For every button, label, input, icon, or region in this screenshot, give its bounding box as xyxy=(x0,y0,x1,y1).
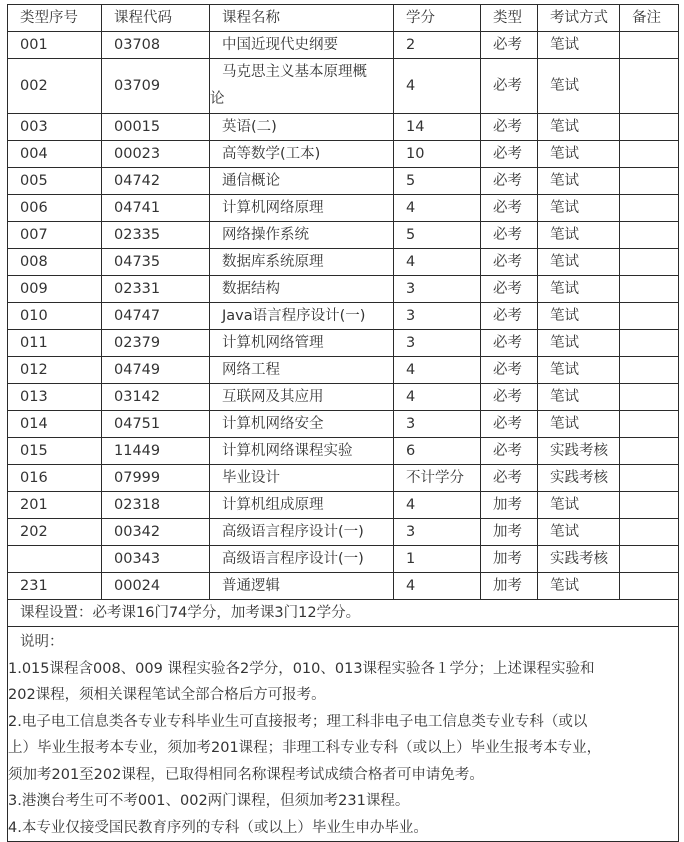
cell-exam: 笔试 xyxy=(538,330,620,357)
table-row xyxy=(8,59,679,114)
cell-type: 必考 xyxy=(481,114,538,141)
cell-note xyxy=(620,384,679,411)
cell-note xyxy=(620,141,679,168)
cell-credit: 4 xyxy=(394,249,481,276)
cell-name: 中国近现代史纲要 xyxy=(210,32,394,59)
cell-type: 必考 xyxy=(481,357,538,384)
cell-name-line2: 论 xyxy=(210,91,225,107)
cell-code: 02331 xyxy=(102,276,210,303)
cell-name: 网络操作系统 xyxy=(210,222,394,249)
cell-credit: 1 xyxy=(394,546,481,573)
cell-note xyxy=(620,195,679,222)
cell-name: 普通逻辑 xyxy=(210,573,394,600)
cell-type: 必考 xyxy=(481,330,538,357)
cell-code: 02379 xyxy=(102,330,210,357)
cell-code: 11449 xyxy=(102,438,210,465)
cell-type: 必考 xyxy=(481,384,538,411)
cell-exam: 笔试 xyxy=(538,573,620,600)
cell-code: 04735 xyxy=(102,249,210,276)
table-row xyxy=(8,276,679,303)
table-row xyxy=(8,465,679,492)
cell-credit: 4 xyxy=(394,357,481,384)
table-row xyxy=(8,519,679,546)
cell-code: 00024 xyxy=(102,573,210,600)
table-header-row xyxy=(8,5,679,32)
table-row xyxy=(8,546,679,573)
cell-credit: 5 xyxy=(394,168,481,195)
table-row xyxy=(8,492,679,519)
cell-type: 必考 xyxy=(481,411,538,438)
cell-note xyxy=(620,249,679,276)
cell-seq: 016 xyxy=(8,465,102,492)
course-table xyxy=(7,4,679,842)
cell-credit: 4 xyxy=(394,195,481,222)
cell-exam: 笔试 xyxy=(538,195,620,222)
cell-name: 计算机网络课程实验 xyxy=(210,438,394,465)
cell-note xyxy=(620,438,679,465)
cell-name xyxy=(210,59,394,114)
cell-code: 03142 xyxy=(102,384,210,411)
cell-code: 04741 xyxy=(102,195,210,222)
table-row xyxy=(8,141,679,168)
cell-name: 数据结构 xyxy=(210,276,394,303)
cell-note xyxy=(620,411,679,438)
cell-note xyxy=(620,168,679,195)
cell-name: 计算机组成原理 xyxy=(210,492,394,519)
cell-code: 00023 xyxy=(102,141,210,168)
cell-name: Java语言程序设计(一) xyxy=(210,303,394,330)
cell-type: 加考 xyxy=(481,519,538,546)
notes-line: 4.本专业仅接受国民教育序列的专科（或以上）毕业生申办毕业。 xyxy=(8,819,428,836)
cell-exam: 笔试 xyxy=(538,519,620,546)
cell-exam: 笔试 xyxy=(538,222,620,249)
cell-type: 必考 xyxy=(481,195,538,222)
cell-exam: 笔试 xyxy=(538,411,620,438)
header-exam: 考试方式 xyxy=(538,5,620,32)
cell-name: 数据库系统原理 xyxy=(210,249,394,276)
cell-credit: 4 xyxy=(394,384,481,411)
cell-code: 02335 xyxy=(102,222,210,249)
cell-credit: 3 xyxy=(394,411,481,438)
cell-type: 必考 xyxy=(481,32,538,59)
cell-name: 计算机网络管理 xyxy=(210,330,394,357)
cell-seq: 010 xyxy=(8,303,102,330)
table-row xyxy=(8,222,679,249)
cell-credit: 4 xyxy=(394,573,481,600)
cell-seq: 231 xyxy=(8,573,102,600)
cell-seq: 013 xyxy=(8,384,102,411)
cell-credit: 3 xyxy=(394,330,481,357)
cell-note xyxy=(620,330,679,357)
notes-row xyxy=(8,627,679,842)
course-summary: 课程设置：必考课16门74学分，加考课3门12学分。 xyxy=(8,600,679,627)
notes-line: 1.015课程含008、009 课程实验各2学分，010、013课程实验各１学分；上述课程实验和 xyxy=(8,660,595,677)
cell-code: 00343 xyxy=(102,546,210,573)
cell-type: 必考 xyxy=(481,465,538,492)
cell-code: 03709 xyxy=(102,59,210,114)
cell-exam: 笔试 xyxy=(538,492,620,519)
cell-name: 通信概论 xyxy=(210,168,394,195)
cell-note xyxy=(620,222,679,249)
cell-seq: 011 xyxy=(8,330,102,357)
notes-line: 202课程，须相关课程笔试全部合格后方可报考。 xyxy=(8,687,326,703)
cell-type: 加考 xyxy=(481,546,538,573)
cell-exam: 笔试 xyxy=(538,168,620,195)
cell-name: 计算机网络安全 xyxy=(210,411,394,438)
cell-type: 加考 xyxy=(481,573,538,600)
cell-exam: 笔试 xyxy=(538,303,620,330)
cell-credit: 6 xyxy=(394,438,481,465)
cell-type: 必考 xyxy=(481,303,538,330)
cell-code: 00342 xyxy=(102,519,210,546)
notes-cell xyxy=(8,627,679,842)
cell-type: 必考 xyxy=(481,249,538,276)
cell-note xyxy=(620,546,679,573)
cell-name: 计算机网络原理 xyxy=(210,195,394,222)
cell-code: 03708 xyxy=(102,32,210,59)
header-type: 类型 xyxy=(481,5,538,32)
cell-seq: 007 xyxy=(8,222,102,249)
cell-note xyxy=(620,32,679,59)
cell-exam: 实践考核 xyxy=(538,546,620,573)
cell-note xyxy=(620,492,679,519)
cell-seq: 003 xyxy=(8,114,102,141)
cell-name: 英语(二) xyxy=(210,114,394,141)
cell-seq: 005 xyxy=(8,168,102,195)
cell-name: 互联网及其应用 xyxy=(210,384,394,411)
cell-type: 加考 xyxy=(481,492,538,519)
cell-code: 02318 xyxy=(102,492,210,519)
cell-exam: 笔试 xyxy=(538,384,620,411)
cell-exam: 笔试 xyxy=(538,249,620,276)
cell-exam: 实践考核 xyxy=(538,465,620,492)
cell-seq: 201 xyxy=(8,492,102,519)
table-row xyxy=(8,330,679,357)
cell-exam: 笔试 xyxy=(538,141,620,168)
cell-note xyxy=(620,114,679,141)
cell-credit: 3 xyxy=(394,303,481,330)
cell-note xyxy=(620,303,679,330)
table-row xyxy=(8,303,679,330)
notes-line: 3.港澳台考生可不考001、002两门课程，但须加考231课程。 xyxy=(8,793,410,809)
cell-name: 高级语言程序设计(一) xyxy=(210,546,394,573)
cell-name: 高级语言程序设计(一) xyxy=(210,519,394,546)
header-seq: 类型序号 xyxy=(8,5,102,32)
header-credit: 学分 xyxy=(394,5,481,32)
table-row xyxy=(8,357,679,384)
header-note: 备注 xyxy=(620,5,679,32)
cell-exam: 笔试 xyxy=(538,114,620,141)
cell-seq: 004 xyxy=(8,141,102,168)
cell-credit: 3 xyxy=(394,276,481,303)
cell-code: 04747 xyxy=(102,303,210,330)
cell-name: 高等数学(工本) xyxy=(210,141,394,168)
cell-code: 00015 xyxy=(102,114,210,141)
cell-note xyxy=(620,357,679,384)
cell-credit: 14 xyxy=(394,114,481,141)
cell-exam: 笔试 xyxy=(538,276,620,303)
table-row xyxy=(8,114,679,141)
table-row xyxy=(8,32,679,59)
cell-type: 必考 xyxy=(481,141,538,168)
cell-credit: 2 xyxy=(394,32,481,59)
cell-credit: 4 xyxy=(394,59,481,114)
cell-seq: 006 xyxy=(8,195,102,222)
notes-line: 2.电子电工信息类各专业专科毕业生可直接报考；理工科非电子电工信息类专业专科（或以 xyxy=(8,713,588,730)
cell-credit: 10 xyxy=(394,141,481,168)
cell-code: 07999 xyxy=(102,465,210,492)
cell-type: 必考 xyxy=(481,168,538,195)
cell-seq: 008 xyxy=(8,249,102,276)
cell-note xyxy=(620,519,679,546)
table-row xyxy=(8,438,679,465)
cell-note xyxy=(620,573,679,600)
cell-type: 必考 xyxy=(481,438,538,465)
cell-code: 04742 xyxy=(102,168,210,195)
summary-row xyxy=(8,600,679,627)
cell-exam: 笔试 xyxy=(538,357,620,384)
table-row xyxy=(8,573,679,600)
cell-seq: 014 xyxy=(8,411,102,438)
cell-name: 网络工程 xyxy=(210,357,394,384)
cell-credit: 4 xyxy=(394,492,481,519)
cell-note xyxy=(620,276,679,303)
cell-seq: 015 xyxy=(8,438,102,465)
cell-seq: 009 xyxy=(8,276,102,303)
notes-title: 说明： xyxy=(20,634,64,650)
cell-exam: 实践考核 xyxy=(538,438,620,465)
cell-code: 04749 xyxy=(102,357,210,384)
cell-credit: 不计学分 xyxy=(394,465,481,492)
cell-name-line1: 马克思主义基本原理概 xyxy=(222,64,367,80)
cell-type: 必考 xyxy=(481,276,538,303)
cell-name: 毕业设计 xyxy=(210,465,394,492)
table-row xyxy=(8,249,679,276)
header-code: 课程代码 xyxy=(102,5,210,32)
cell-type: 必考 xyxy=(481,222,538,249)
notes-line: 须加考201至202课程，已取得相同名称课程考试成绩合格者可申请免考。 xyxy=(8,766,484,783)
cell-exam: 笔试 xyxy=(538,59,620,114)
cell-code: 04751 xyxy=(102,411,210,438)
cell-exam: 笔试 xyxy=(538,32,620,59)
notes-line: 上）毕业生报考本专业，须加考201课程；非理工科专业专科（或以上）毕业生报考本专业， xyxy=(8,740,602,756)
table-row xyxy=(8,168,679,195)
cell-note xyxy=(620,465,679,492)
header-name: 课程名称 xyxy=(210,5,394,32)
cell-seq: 002 xyxy=(8,59,102,114)
cell-type: 必考 xyxy=(481,59,538,114)
cell-credit: 5 xyxy=(394,222,481,249)
cell-seq: 012 xyxy=(8,357,102,384)
table-row xyxy=(8,411,679,438)
table-row xyxy=(8,384,679,411)
table-row xyxy=(8,195,679,222)
cell-credit: 3 xyxy=(394,519,481,546)
cell-seq xyxy=(8,546,102,573)
cell-note xyxy=(620,59,679,114)
cell-seq: 001 xyxy=(8,32,102,59)
cell-seq: 202 xyxy=(8,519,102,546)
